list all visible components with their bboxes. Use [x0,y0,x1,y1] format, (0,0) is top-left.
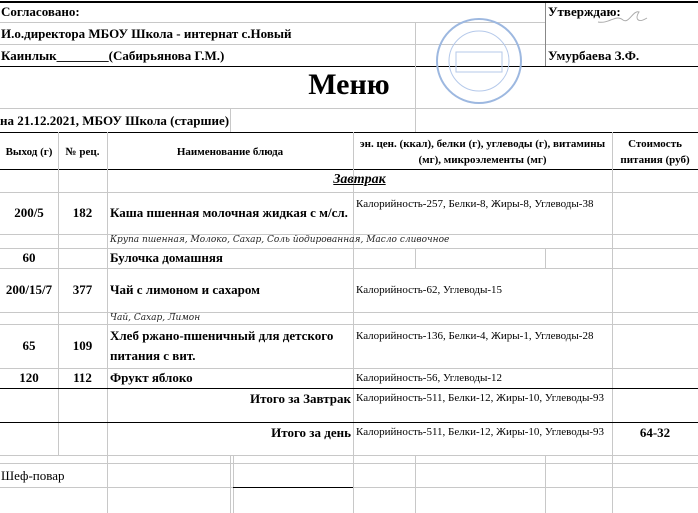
grid-line [230,108,231,132]
row-output: 200/15/7 [5,282,53,297]
row-dish: Чай с лимоном и сахаром [110,282,260,297]
total-breakfast-nutrition: Калорийность-511, Белки-12, Жиры-10, Углеводы-93 [356,392,605,404]
col-line [415,248,416,268]
row-nutrition: Калорийность-257, Белки-8, Жиры-8, Углеводы-38 [356,198,594,210]
col-header-output: Выход (г) [5,145,53,158]
agreed-line1: И.о.директора МБОУ Школа - интернат с.Новый [1,26,292,41]
row-line [0,463,698,464]
row-output: 120 [19,370,39,385]
row-output: 65 [22,338,36,353]
col-header-dish: Наименование блюда [176,145,284,158]
row-nutrition: Калорийность-136, Белки-4, Жиры-1, Углеводы-28 [356,330,594,342]
row-recipe: 377 [72,282,93,297]
row-dish: Каша пшенная молочная жидкая с м/сл. [110,205,348,220]
row-line [0,422,698,423]
total-breakfast-label: Итого за Завтрак [250,391,351,406]
agreed-line2: Каинлык________(Сабирьянова Г.М.) [1,48,225,63]
col-header-recipe: № рец. [65,145,100,158]
row-dish: Булочка домашняя [110,250,223,265]
row-line [0,312,698,313]
agreed-label: Согласовано: [1,4,80,19]
signature-line [233,487,353,488]
total-day-label: Итого за день [271,425,351,440]
col-header-cost: Стоимость питания (руб) [620,137,690,166]
row-line [0,388,698,389]
row-ingredients: Чай, Сахар, Лимон [110,313,201,323]
row-output: 60 [22,250,36,265]
row-line [0,455,698,456]
row-nutrition: Калорийность-56, Углеводы-12 [356,372,503,384]
grid-line [0,108,698,109]
chef-label: Шеф-повар [1,468,65,483]
total-day-nutrition: Калорийность-511, Белки-12, Жиры-10, Углеводы-93 [356,426,605,438]
page-title: Меню [308,68,390,101]
row-dish: Хлеб ржано-пшеничный для детского питания с вит. [110,328,334,363]
total-day-cost: 64-32 [639,425,671,440]
row-ingredients: Крупа пшенная, Молоко, Сахар, Соль йодированная, Масло сливочное [110,235,450,245]
col-header-nutrition: эн. цен. (ккал), белки (г), углеводы (г), витамины (мг), микроэлементы (мг) [359,137,606,166]
row-recipe: 109 [72,338,93,353]
top-border [0,1,698,3]
meal-heading: Завтрак [333,172,386,187]
grid-line [545,3,546,66]
row-output: 200/5 [14,205,44,220]
row-recipe: 112 [73,370,92,385]
row-dish: Фрукт яблоко [110,370,193,385]
page-subtitle: на 21.12.2021, МБОУ Школа (старшие) [0,113,230,128]
grid-line [0,66,698,67]
approver-name: Умурбаева З.Ф. [548,48,640,63]
row-recipe: 182 [72,205,93,220]
approve-label: Утверждаю: [548,4,621,19]
col-line [545,248,546,268]
row-nutrition: Калорийность-62, Углеводы-15 [356,284,503,296]
grid-line [0,44,698,45]
